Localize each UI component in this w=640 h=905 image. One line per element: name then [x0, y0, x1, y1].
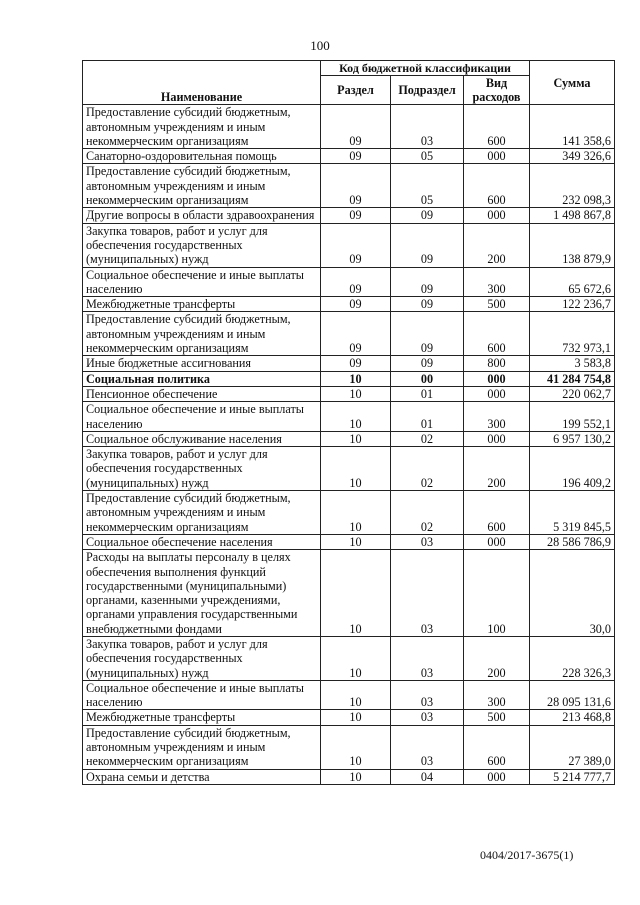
row-sum-cell: 141 358,6 [530, 105, 615, 149]
row-sum-cell: 122 236,7 [530, 297, 615, 312]
row-sum-cell: 5 214 777,7 [530, 769, 615, 784]
header-name: Наименование [83, 61, 321, 105]
table-row [83, 636, 615, 680]
row-sum-cell: 27 389,0 [530, 725, 615, 769]
row-sum-cell: 28 095 131,6 [530, 680, 615, 710]
row-name-cell: Социальное обеспечение и иные выплаты населению [83, 402, 321, 432]
row-subsection-cell: 01 [391, 386, 464, 401]
row-expense-type-cell: 500 [464, 297, 530, 312]
row-name-cell: Расходы на выплаты персоналу в целях обеспечения выполнения функций государственными (муниципальными) органами, казенными учреждениями, органами управления государственными внебюджетными фондами [83, 550, 321, 637]
row-section-cell: 09 [321, 105, 391, 149]
row-section-cell: 09 [321, 312, 391, 356]
document-number: 0404/2017-3675(1) [480, 848, 574, 862]
table-row [83, 208, 615, 223]
row-subsection-cell: 09 [391, 312, 464, 356]
table-row [83, 534, 615, 549]
row-section-cell: 10 [321, 371, 391, 386]
header-code-group: Код бюджетной классификации [321, 61, 530, 76]
row-subsection-cell: 03 [391, 710, 464, 725]
table-row [83, 297, 615, 312]
row-sum-cell: 30,0 [530, 550, 615, 637]
table-row [83, 550, 615, 637]
row-name-cell: Социальная политика [83, 371, 321, 386]
table-row [83, 223, 615, 267]
row-expense-type-cell: 600 [464, 164, 530, 208]
row-name-cell: Иные бюджетные ассигнования [83, 356, 321, 371]
row-expense-type-cell: 200 [464, 223, 530, 267]
row-subsection-cell: 03 [391, 105, 464, 149]
table-row [83, 267, 615, 297]
row-expense-type-cell: 600 [464, 491, 530, 535]
row-section-cell: 10 [321, 769, 391, 784]
row-subsection-cell: 00 [391, 371, 464, 386]
row-subsection-cell: 03 [391, 550, 464, 637]
table-row [83, 769, 615, 784]
row-name-cell: Социальное обслуживание населения [83, 431, 321, 446]
row-subsection-cell: 09 [391, 356, 464, 371]
table-row [83, 710, 615, 725]
row-name-cell: Социальное обеспечение населения [83, 534, 321, 549]
table-row [83, 491, 615, 535]
row-expense-type-cell: 000 [464, 386, 530, 401]
row-subsection-cell: 01 [391, 402, 464, 432]
row-name-cell: Предоставление субсидий бюджетным, автономным учреждениям и иным некоммерческим организациям [83, 105, 321, 149]
table-row [83, 386, 615, 401]
row-section-cell: 09 [321, 356, 391, 371]
row-sum-cell: 196 409,2 [530, 447, 615, 491]
row-expense-type-cell: 000 [464, 208, 530, 223]
table-row [83, 312, 615, 356]
row-name-cell: Межбюджетные трансферты [83, 297, 321, 312]
page-number: 100 [310, 38, 330, 53]
row-sum-cell: 65 672,6 [530, 267, 615, 297]
row-sum-cell: 232 098,3 [530, 164, 615, 208]
row-sum-cell: 3 583,8 [530, 356, 615, 371]
row-name-cell: Межбюджетные трансферты [83, 710, 321, 725]
row-name-cell: Санаторно-оздоровительная помощь [83, 149, 321, 164]
row-section-cell: 10 [321, 725, 391, 769]
table-row [83, 725, 615, 769]
row-section-cell: 10 [321, 680, 391, 710]
table-row [83, 105, 615, 149]
row-sum-cell: 5 319 845,5 [530, 491, 615, 535]
row-subsection-cell: 02 [391, 447, 464, 491]
row-sum-cell: 41 284 754,8 [530, 371, 615, 386]
table-row [83, 431, 615, 446]
table-row [83, 402, 615, 432]
row-section-cell: 09 [321, 149, 391, 164]
budget-table [82, 60, 615, 785]
row-subsection-cell: 05 [391, 164, 464, 208]
table-row [83, 356, 615, 371]
row-section-cell: 09 [321, 267, 391, 297]
header-expense-type: Вид расходов [464, 76, 530, 105]
row-expense-type-cell: 000 [464, 769, 530, 784]
row-section-cell: 10 [321, 447, 391, 491]
row-name-cell: Социальное обеспечение и иные выплаты населению [83, 680, 321, 710]
row-subsection-cell: 02 [391, 491, 464, 535]
row-name-cell: Охрана семьи и детства [83, 769, 321, 784]
table-row [83, 680, 615, 710]
row-subsection-cell: 03 [391, 534, 464, 549]
row-expense-type-cell: 200 [464, 636, 530, 680]
row-subsection-cell: 04 [391, 769, 464, 784]
row-expense-type-cell: 000 [464, 534, 530, 549]
row-section-cell: 10 [321, 402, 391, 432]
row-expense-type-cell: 300 [464, 680, 530, 710]
row-subsection-cell: 03 [391, 725, 464, 769]
row-expense-type-cell: 000 [464, 371, 530, 386]
row-subsection-cell: 09 [391, 297, 464, 312]
row-sum-cell: 28 586 786,9 [530, 534, 615, 549]
row-subsection-cell: 09 [391, 208, 464, 223]
row-expense-type-cell: 200 [464, 447, 530, 491]
header-sum: Сумма [530, 61, 615, 105]
row-section-cell: 10 [321, 636, 391, 680]
row-sum-cell: 1 498 867,8 [530, 208, 615, 223]
row-expense-type-cell: 600 [464, 725, 530, 769]
row-section-cell: 09 [321, 164, 391, 208]
row-name-cell: Социальное обеспечение и иные выплаты населению [83, 267, 321, 297]
row-section-cell: 10 [321, 710, 391, 725]
row-expense-type-cell: 300 [464, 402, 530, 432]
row-expense-type-cell: 800 [464, 356, 530, 371]
row-sum-cell: 6 957 130,2 [530, 431, 615, 446]
row-expense-type-cell: 100 [464, 550, 530, 637]
row-section-cell: 10 [321, 491, 391, 535]
header-section: Раздел [321, 76, 391, 105]
row-name-cell: Закупка товаров, работ и услуг для обеспечения государственных (муниципальных) нужд [83, 636, 321, 680]
row-expense-type-cell: 000 [464, 431, 530, 446]
row-section-cell: 09 [321, 297, 391, 312]
row-section-cell: 09 [321, 223, 391, 267]
row-subsection-cell: 02 [391, 431, 464, 446]
row-name-cell: Предоставление субсидий бюджетным, автономным учреждениям и иным некоммерческим организациям [83, 312, 321, 356]
row-sum-cell: 220 062,7 [530, 386, 615, 401]
row-sum-cell: 228 326,3 [530, 636, 615, 680]
row-sum-cell: 213 468,8 [530, 710, 615, 725]
row-expense-type-cell: 600 [464, 312, 530, 356]
row-name-cell: Пенсионное обеспечение [83, 386, 321, 401]
row-subsection-cell: 03 [391, 636, 464, 680]
row-name-cell: Предоставление субсидий бюджетным, автономным учреждениям и иным некоммерческим организациям [83, 491, 321, 535]
row-sum-cell: 199 552,1 [530, 402, 615, 432]
row-name-cell: Предоставление субсидий бюджетным, автономным учреждениям и иным некоммерческим организациям [83, 164, 321, 208]
row-sum-cell: 138 879,9 [530, 223, 615, 267]
row-name-cell: Другие вопросы в области здравоохранения [83, 208, 321, 223]
header-subsection: Подраздел [391, 76, 464, 105]
row-section-cell: 10 [321, 534, 391, 549]
row-name-cell: Предоставление субсидий бюджетным, автономным учреждениям и иным некоммерческим организациям [83, 725, 321, 769]
table-body [83, 105, 615, 785]
row-name-cell: Закупка товаров, работ и услуг для обеспечения государственных (муниципальных) нужд [83, 447, 321, 491]
row-expense-type-cell: 600 [464, 105, 530, 149]
row-sum-cell: 732 973,1 [530, 312, 615, 356]
row-section-cell: 10 [321, 550, 391, 637]
row-subsection-cell: 03 [391, 680, 464, 710]
row-subsection-cell: 05 [391, 149, 464, 164]
row-section-cell: 09 [321, 208, 391, 223]
row-subsection-cell: 09 [391, 223, 464, 267]
row-expense-type-cell: 000 [464, 149, 530, 164]
row-sum-cell: 349 326,6 [530, 149, 615, 164]
row-subsection-cell: 09 [391, 267, 464, 297]
row-name-cell: Закупка товаров, работ и услуг для обеспечения государственных (муниципальных) нужд [83, 223, 321, 267]
table-row [83, 164, 615, 208]
table-row [83, 149, 615, 164]
row-section-cell: 10 [321, 431, 391, 446]
table-row [83, 447, 615, 491]
row-expense-type-cell: 300 [464, 267, 530, 297]
table-row [83, 371, 615, 386]
row-section-cell: 10 [321, 386, 391, 401]
row-expense-type-cell: 500 [464, 710, 530, 725]
